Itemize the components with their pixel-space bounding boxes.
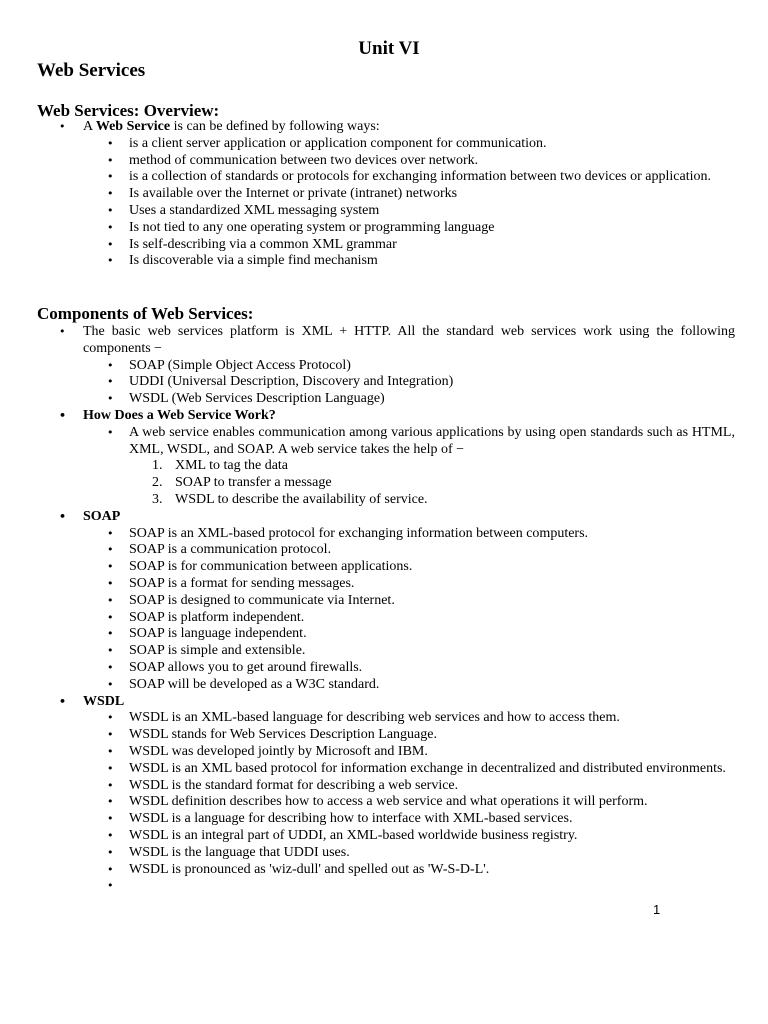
overview-intro bbox=[37, 119, 735, 136]
list-item: • SOAP is language independent. bbox=[37, 626, 735, 643]
list-item-empty bbox=[37, 878, 735, 895]
list-item: • SOAP (Simple Object Access Protocol) bbox=[37, 358, 735, 375]
list-item: • SOAP is simple and extensible. bbox=[37, 643, 735, 660]
list-item: • WSDL is an XML based protocol for information exchange in decentralized and distributed environments. bbox=[37, 761, 735, 778]
web-service-term: Web Service bbox=[95, 119, 171, 134]
list-item: • Is not tied to any one operating system or programming language bbox=[37, 220, 735, 237]
components-section bbox=[37, 324, 735, 895]
list-item: • UDDI (Universal Description, Discovery and Integration) bbox=[37, 374, 735, 391]
overview-intro-post: is can be defined by following ways: bbox=[170, 119, 380, 134]
list-item: • WSDL is pronounced as 'wiz-dull' and spelled out as 'W-S-D-L'. bbox=[37, 862, 735, 879]
components-intro: • The basic web services platform is XML + HTTP. All the standard web services work using the following components − bbox=[37, 324, 735, 358]
list-item: • WSDL is the standard format for describing a web service. bbox=[37, 778, 735, 795]
list-item: • SOAP is a communication protocol. bbox=[37, 542, 735, 559]
list-item: • SOAP is for communication between applications. bbox=[37, 559, 735, 576]
overview-definitions bbox=[37, 136, 735, 270]
step-item: 2. SOAP to transfer a message bbox=[37, 475, 735, 492]
list-item: • Is available over the Internet or private (intranet) networks bbox=[37, 186, 735, 203]
components-heading: Components of Web Services: bbox=[37, 304, 254, 323]
list-item: • is a client server application or application component for communication. bbox=[37, 136, 735, 153]
step-item: 3. WSDL to describe the availability of service. bbox=[37, 492, 735, 509]
wsdl-label: • WSDL bbox=[37, 694, 735, 711]
wsdl-items bbox=[37, 710, 735, 895]
wsdl-section bbox=[37, 694, 735, 711]
soap-label: • SOAP bbox=[37, 509, 735, 526]
list-item: • method of communication between two devices over network. bbox=[37, 153, 735, 170]
components-list bbox=[37, 324, 735, 358]
list-item: • WSDL definition describes how to access a web service and what operations it will perform. bbox=[37, 794, 735, 811]
list-item: • SOAP is an XML-based protocol for exchanging information between computers. bbox=[37, 526, 735, 543]
unit-title: Unit VI bbox=[358, 38, 420, 59]
list-item: • WSDL (Web Services Description Language) bbox=[37, 391, 735, 408]
list-item: • SOAP is designed to communicate via Internet. bbox=[37, 593, 735, 610]
list-item: • SOAP is platform independent. bbox=[37, 610, 735, 627]
how-it-works bbox=[37, 408, 735, 425]
overview-section bbox=[37, 119, 735, 270]
overview-list bbox=[37, 119, 735, 136]
components-items bbox=[37, 358, 735, 408]
list-item: • WSDL is an XML-based language for describing web services and how to access them. bbox=[37, 710, 735, 727]
how-it-works-label: • How Does a Web Service Work? bbox=[37, 408, 735, 425]
list-item: • SOAP is a format for sending messages. bbox=[37, 576, 735, 593]
overview-heading: Web Services: Overview: bbox=[37, 101, 220, 120]
list-item: • SOAP allows you to get around firewalls. bbox=[37, 660, 735, 677]
overview-intro-pre: A bbox=[83, 119, 96, 134]
document-title: Web Services bbox=[37, 60, 146, 81]
list-item: • is a collection of standards or protocols for exchanging information between two devices or application. bbox=[37, 169, 735, 186]
list-item: • WSDL is a language for describing how to interface with XML-based services. bbox=[37, 811, 735, 828]
list-item: • WSDL stands for Web Services Description Language. bbox=[37, 727, 735, 744]
list-item: • WSDL was developed jointly by Microsoft and IBM. bbox=[37, 744, 735, 761]
how-it-works-text: • A web service enables communication among various applications by using open standards such as HTML, XML, WSDL, and SOAP. A web service takes the help of − bbox=[37, 425, 735, 459]
list-item: • WSDL is the language that UDDI uses. bbox=[37, 845, 735, 862]
how-it-works-steps bbox=[37, 458, 735, 508]
list-item: • SOAP will be developed as a W3C standard. bbox=[37, 677, 735, 694]
list-item: • Uses a standardized XML messaging system bbox=[37, 203, 735, 220]
page-number: 1 bbox=[653, 902, 661, 917]
how-it-works-items bbox=[37, 425, 735, 459]
list-item: • Is self-describing via a common XML grammar bbox=[37, 237, 735, 254]
soap-items bbox=[37, 526, 735, 694]
soap-section bbox=[37, 509, 735, 526]
list-item: • WSDL is an integral part of UDDI, an XML-based worldwide business registry. bbox=[37, 828, 735, 845]
step-item: 1. XML to tag the data bbox=[37, 458, 735, 475]
list-item: • Is discoverable via a simple find mechanism bbox=[37, 253, 735, 270]
